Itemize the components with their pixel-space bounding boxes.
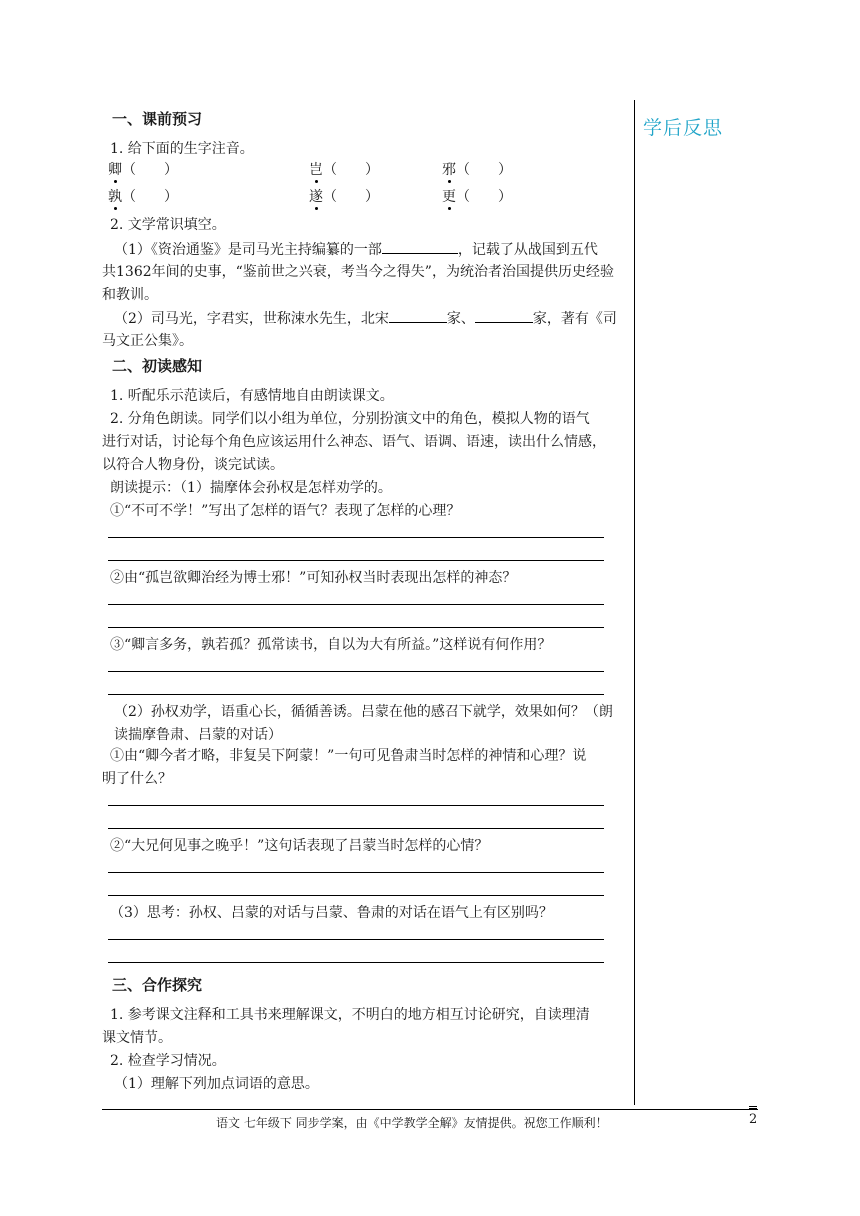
fill-blank-genre[interactable] xyxy=(382,239,458,254)
answer-line[interactable] xyxy=(108,939,604,940)
char-shu: 孰 xyxy=(108,189,122,205)
s2-para-3b: 读揣摩鲁肃、吕蒙的对话） xyxy=(114,727,282,743)
answer-line[interactable] xyxy=(108,694,604,695)
s2-para-1: 1. 听配乐示范读后，有感情地自由朗读课文。 xyxy=(110,388,394,404)
s2-para-3a: （2）孙权劝学，语重心长，循循善诱。吕蒙在他的感召下就学，效果如何？（朗 xyxy=(114,704,613,720)
reading-tip: 朗读提示：（1）揣摩体会孙权是怎样劝学的。 xyxy=(110,480,392,496)
pinyin-row-2c xyxy=(442,187,512,207)
answer-line[interactable] xyxy=(108,560,604,561)
char-sui: 遂 xyxy=(309,189,323,205)
s3-para-3: （1）理解下列加点词语的意思。 xyxy=(114,1076,319,1092)
q2-2-text-b: 家、 xyxy=(446,311,475,327)
char-qi: 岂 xyxy=(309,162,323,178)
s3-para-2: 2. 检查学习情况。 xyxy=(110,1053,226,1069)
s2-question-3: ③“卿言多务，孰若孤？孤常读书，自以为大有所益。”这样说有何作用？ xyxy=(110,637,552,653)
section-heading-first-reading: 二、初读感知 xyxy=(112,357,203,375)
s2-para-2b: 进行对话，讨论每个角色应该运用什么神态、语气、语调、语速，读出什么情感， xyxy=(102,434,606,450)
answer-line[interactable] xyxy=(108,604,604,605)
q2-1-line-d: 和教训。 xyxy=(102,287,158,303)
pinyin-row-1 xyxy=(108,160,178,180)
answer-line[interactable] xyxy=(108,962,604,963)
s2-para-2c: 以符合人物身份，谈完试读。 xyxy=(102,457,284,473)
s3-para-1b: 课文情节。 xyxy=(102,1030,172,1046)
section-heading-preview: 一、课前预习 xyxy=(112,110,203,128)
answer-line[interactable] xyxy=(108,828,604,829)
answer-line[interactable] xyxy=(108,872,604,873)
page-number: 2 xyxy=(749,1112,758,1127)
q2-2-text-a: （2）司马光，字君实，世称涑水先生，北宋 xyxy=(114,311,389,327)
pinyin-blank-2[interactable]: （ ） xyxy=(323,162,379,178)
q2-1-line-a xyxy=(114,239,598,260)
pinyin-row-1c xyxy=(442,160,512,180)
q2-1-text-a: （1）《资治通鉴》是司马光主持编纂的一部 xyxy=(114,242,382,258)
page-number-mark xyxy=(749,1108,757,1109)
s2-question-4b: 明了什么？ xyxy=(102,771,172,787)
char-qing: 卿 xyxy=(108,162,122,178)
divider-line xyxy=(634,100,635,1105)
pinyin-row-2b xyxy=(309,187,379,207)
fill-blank-identity-2[interactable] xyxy=(475,308,533,323)
q2-1-line-c: 共1362年间的史事，“鉴前世之兴衰，考当今之得失”，为统治者治国提供历史经验 xyxy=(102,264,614,280)
footer-rule xyxy=(102,1109,758,1110)
s2-question-1: ①“不可不学！”写出了怎样的语气？表现了怎样的心理？ xyxy=(110,503,461,519)
q2-2-line-a xyxy=(114,308,617,329)
answer-line[interactable] xyxy=(108,671,604,672)
q2-2-line-d: 马文正公集》。 xyxy=(102,333,193,349)
pinyin-row-1b xyxy=(309,160,379,180)
s2-question-2: ②由“孤岂欲卿治经为博士邪！”可知孙权当时表现出怎样的神态？ xyxy=(110,570,517,586)
s2-para-2a: 2. 分角色朗读。同学们以小组为单位，分别扮演文中的角色，模拟人物的语气 xyxy=(110,411,590,427)
char-geng: 更 xyxy=(442,189,456,205)
char-ye: 邪 xyxy=(442,162,456,178)
s2-question-4a: ①由“卿今者才略，非复吴下阿蒙！”一句可见鲁肃当时怎样的神情和心理？说 xyxy=(110,748,587,764)
reflection-title: 学后反思 xyxy=(643,117,724,139)
answer-line[interactable] xyxy=(108,805,604,806)
q2-2-text-c: 家，著有《司 xyxy=(532,311,617,327)
pinyin-blank-5[interactable]: （ ） xyxy=(323,189,379,205)
s2-question-5: ②“大兄何见事之晚乎！”这句话表现了吕蒙当时怎样的心情？ xyxy=(110,838,489,854)
question-1-prompt: 1. 给下面的生字注音。 xyxy=(110,141,254,157)
answer-line[interactable] xyxy=(108,895,604,896)
pinyin-blank-4[interactable]: （ ） xyxy=(122,189,178,205)
footer-text: 语文 七年级下 同步学案，由《中学教学全解》友情提供。祝您工作顺利！ xyxy=(216,1116,608,1130)
pinyin-blank-3[interactable]: （ ） xyxy=(456,162,512,178)
pinyin-row-2 xyxy=(108,187,178,207)
fill-blank-identity-1[interactable] xyxy=(389,308,447,323)
question-2-prompt: 2. 文学常识填空。 xyxy=(110,217,226,233)
answer-line[interactable] xyxy=(108,537,604,538)
pinyin-blank-6[interactable]: （ ） xyxy=(456,189,512,205)
pinyin-blank-1[interactable]: （ ） xyxy=(122,162,178,178)
page-number-mark xyxy=(749,1106,757,1107)
section-heading-cooperative-inquiry: 三、合作探究 xyxy=(112,976,203,994)
answer-line[interactable] xyxy=(108,627,604,628)
q2-1-text-b: ，记载了从战国到五代 xyxy=(457,242,598,258)
s2-question-6: （3）思考：孙权、吕蒙的对话与吕蒙、鲁肃的对话在语气上有区别吗？ xyxy=(110,905,553,921)
s3-para-1a: 1. 参考课文注释和工具书来理解课文，不明白的地方相互讨论研究，自读理清 xyxy=(110,1007,590,1023)
